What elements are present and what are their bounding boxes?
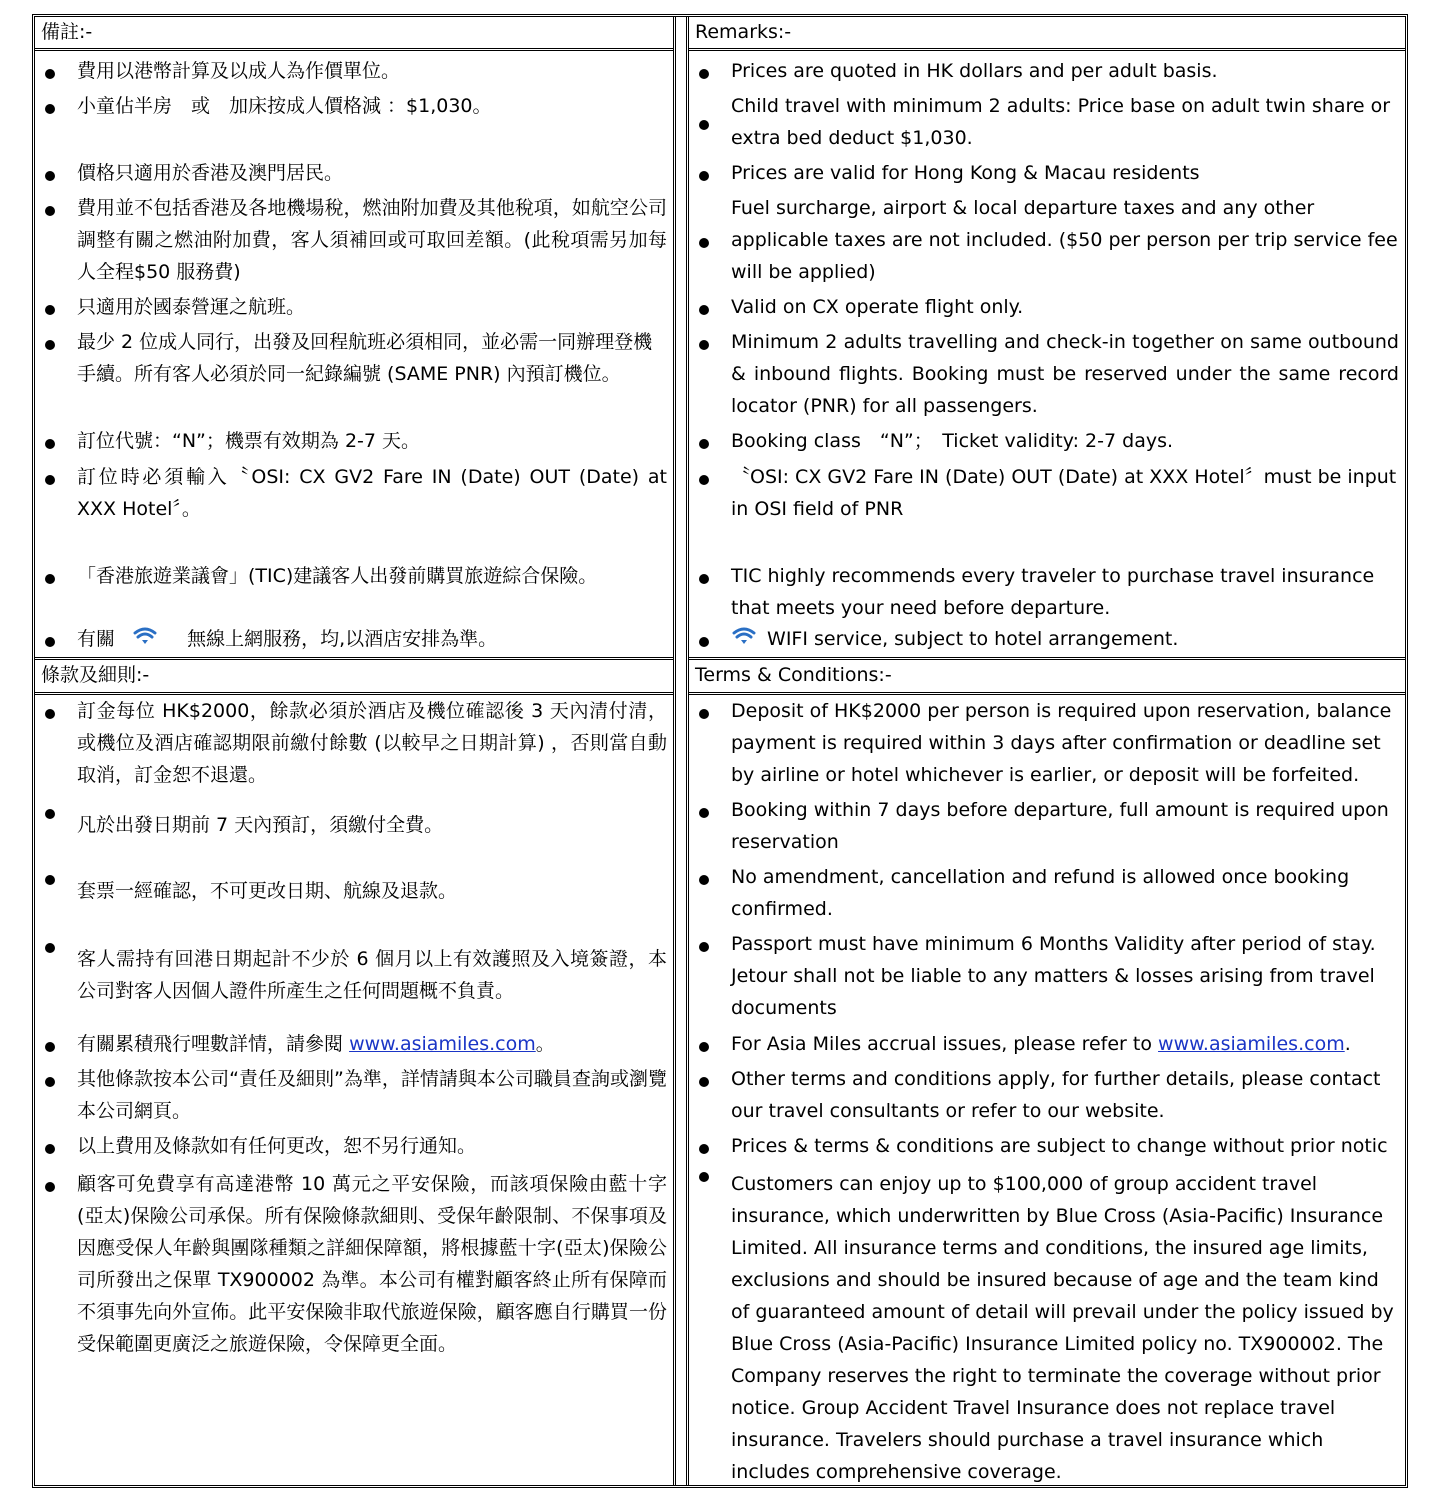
- miles-suffix: .: [1344, 1033, 1351, 1055]
- terms-document: [32, 14, 1408, 1488]
- wifi-icon: [121, 623, 181, 649]
- miles-prefix: 有關累積飛行哩數詳情，請參閱: [77, 1033, 344, 1055]
- chinese-column: 備註:- 費用以港幣計算及以成人為作價單位。 小童佔半房 或 加床按成人價格減 ：$1,030。 價格只適用於香港及澳門居民。 費用並不包括香港及各地機場稅，燃油附加費及其他稅項，如航空公司調整有關之燃油附加費，客人須補回或可取回差額。(此稅項需另加每人全程$50 服務費) 只適用於國泰營運之航班。 最少 2 位成人同行，出發及回程航班必須相同，並必需一同辦理登機手續。所有客人必須於同一紀錄編號 (SAME PNR) 內預訂機位。 訂位代號：“N”；機票有效期為 2-7 天。 訂位時必須輸入〝OSI: CX GV2 Fare IN (Date) OUT (Date) at XXX Hotel〞。 「香港旅遊業議會」(TIC)建議客人出發前購買旅遊綜合保險。 有關 無線上網服務，均,以酒店安排為準。 條款及細則:- 訂金每位 HK$2000，餘款必須於酒店及機位確認後 3 天內清付清，或機位及酒店確認期限前繳付餘數 (以較早之日期計算) ，否則當自動取消，訂金恕不退還。 凡於出發日期前 7 天內預訂，須繳付全費。 套票一經確認，不可更改日期、航線及退款。 客人需持有回港日期起計不少於 6 個月以上有效護照及入境簽證，本公司對客人因個人證件所產生之任何問題概不負責。 有關累積飛行哩數詳情，請參閱 www.asiamiles.com。 其他條款按本公司“責任及細則”為準，詳情請與本公司職員查詢或瀏覽本公司網頁。 以上費用及條款如有任何更改，恕不另行通知。 顧客可免費享有高達港幣 10 萬元之平安保險，而該項保險由藍十字(亞太)保險公司承保。所有保險條款細則、受保年齡限制、不保事項及因應受保人年齡與團隊種類之詳細保障額，將根據藍十字(亞太)保險公司所發出之保單 TX900002 為準。本公司有權對顧客終止所有保障而不須事先向外宣佈。此平安保險非取代旅遊保險，顧客應自行購買一份受保範圍更廣泛之旅遊保險，令保障更全面。: [35, 17, 673, 1485]
- wifi-prefix: 有關: [77, 628, 116, 650]
- terms-en-header: Terms & Conditions:-: [689, 657, 1405, 695]
- miles-suffix: 。: [535, 1033, 555, 1055]
- wifi-suffix: 無線上網服務，均,以酒店安排為準。: [187, 628, 498, 650]
- remarks-en-header: Remarks:-: [689, 17, 1405, 51]
- column-divider: [673, 17, 689, 1485]
- wifi-text: WIFI service, subject to hotel arrangement.: [767, 628, 1179, 650]
- terms-zh-header: 條款及細則:-: [35, 657, 673, 695]
- english-column: Remarks:- Prices are quoted in HK dollars and per adult basis. Child travel with minimum 2 adults: Price base on adult twin share or extra bed deduct $1,030. Prices are valid for Hong Kong & Macau residents Fuel surcharge, airport & local departure taxes and any other applicable taxes are not included. ($50 per person per trip service fee will be applied) Valid on CX operate flight only. Minimum 2 adults travelling and check-in together on same outbound & inbound flights. Booking must be reserved under the same record locator (PNR) for all passengers. Booking class “N”； Ticket validity: 2-7 days. 〝OSI: CX GV2 Fare IN (Date) OUT (Date) at XXX Hotel〞must be input in OSI field of PNR TIC highly recommends every traveler to purchase travel insurance that meets your need before departure. WIFI service, subject to hotel arrangement. Terms & Conditions:- Deposit of HK$2000 per person is required upon reservation, balance payment is required within 3 days after confirmation or deadline set by airline or hotel whichever is earlier, or deposit will be forfeited. Booking within 7 days before departure, full amount is required upon reservation No amendment, cancellation and refund is allowed once booking confirmed. Passport must have minimum 6 Months Validity after period of stay. Jetour shall not be liable to any matters & losses arising from travel documents For Asia Miles accrual issues, please refer to www.asiamiles.com. Other terms and conditions apply, for further details, please contact our travel consultants or refer to our website. Prices & terms & conditions are subject to change without prior notic Customers can enjoy up to $100,000 of group accident travel insurance, which underwritten by Blue Cross (Asia-Pacific) Insurance Limited. All insurance terms and conditions, the insured age limits, exclusions and should be insured because of age and the team kind of guaranteed amount of detail will prevail under the policy issued by Blue Cross (Asia-Pacific) Insurance Limited policy no. TX900002. The Company reserves the right to terminate the coverage without prior notice. Group Accident Travel Insurance does not replace travel insurance. Travelers should purchase a travel insurance which includes comprehensive coverage.: [689, 17, 1405, 1485]
- asiamiles-link[interactable]: www.asiamiles.com: [1158, 1033, 1345, 1055]
- wifi-icon: [727, 623, 761, 649]
- miles-prefix: For Asia Miles accrual issues, please refer to: [731, 1033, 1152, 1055]
- remarks-zh-header: 備註:-: [35, 17, 673, 51]
- asiamiles-link[interactable]: www.asiamiles.com: [349, 1033, 536, 1055]
